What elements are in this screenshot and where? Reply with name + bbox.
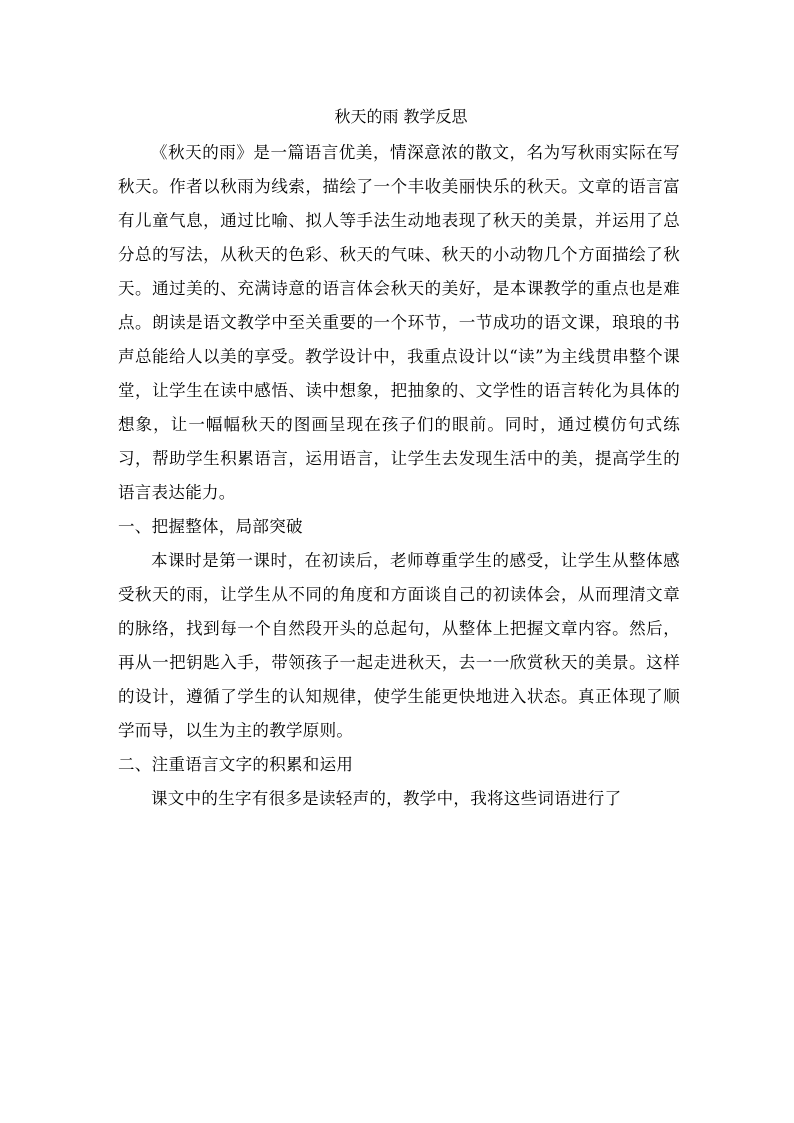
- intro-paragraph: 《秋天的雨》是一篇语言优美，情深意浓的散文，名为写秋雨实际在写秋天。作者以秋雨为线索，描绘了一个丰收美丽快乐的秋天。文章的语言富有儿童气息，通过比喻、拟人等手法生动地表现了秋天的美景，并运用了总分总的写法，从秋天的色彩、秋天的气味、秋天的小动物几个方面描绘了秋天。通过美的、充满诗意的语言体会秋天的美好，是本课教学的重点也是难点。朗读是语文教学中至关重要的一个环节，一节成功的语文课，琅琅的书声总能给人以美的享受。教学设计中，我重点设计以“读”为主线贯串整个课堂，让学生在读中感悟、读中想象，把抽象的、文学性的语言转化为具体的想象，让一幅幅秋天的图画呈现在孩子们的眼前。同时，通过模仿句式练习，帮助学生积累语言，运用语言，让学生去发现生活中的美，提高学生的语言表达能力。: [118, 143, 680, 502]
- document-title: 秋天的雨 教学反思: [334, 107, 468, 126]
- section-heading-2: 二、注重语言文字的积累和运用: [118, 755, 354, 774]
- section-heading-1: 一、把握整体，局部突破: [118, 517, 303, 536]
- section-2-paragraph: 课文中的生字有很多是读轻声的，教学中，我将这些词语进行了: [151, 789, 622, 808]
- section-1-paragraph: 本课时是第一课时，在初读后，老师尊重学生的感受，让学生从整体感受秋天的雨，让学生从不同的角度和方面谈自己的初读体会，从而理清文章的脉络，找到每一个自然段开头的总起句，从整体上把握文章内容。然后，再从一把钥匙入手，带领孩子一起走进秋天，去一一欣赏秋天的美景。这样的设计，遵循了学生的认知规律，使学生能更快地进入状态。真正体现了顺学而导，以生为主的教学原则。: [118, 551, 680, 740]
- document-page: [118, 100, 680, 816]
